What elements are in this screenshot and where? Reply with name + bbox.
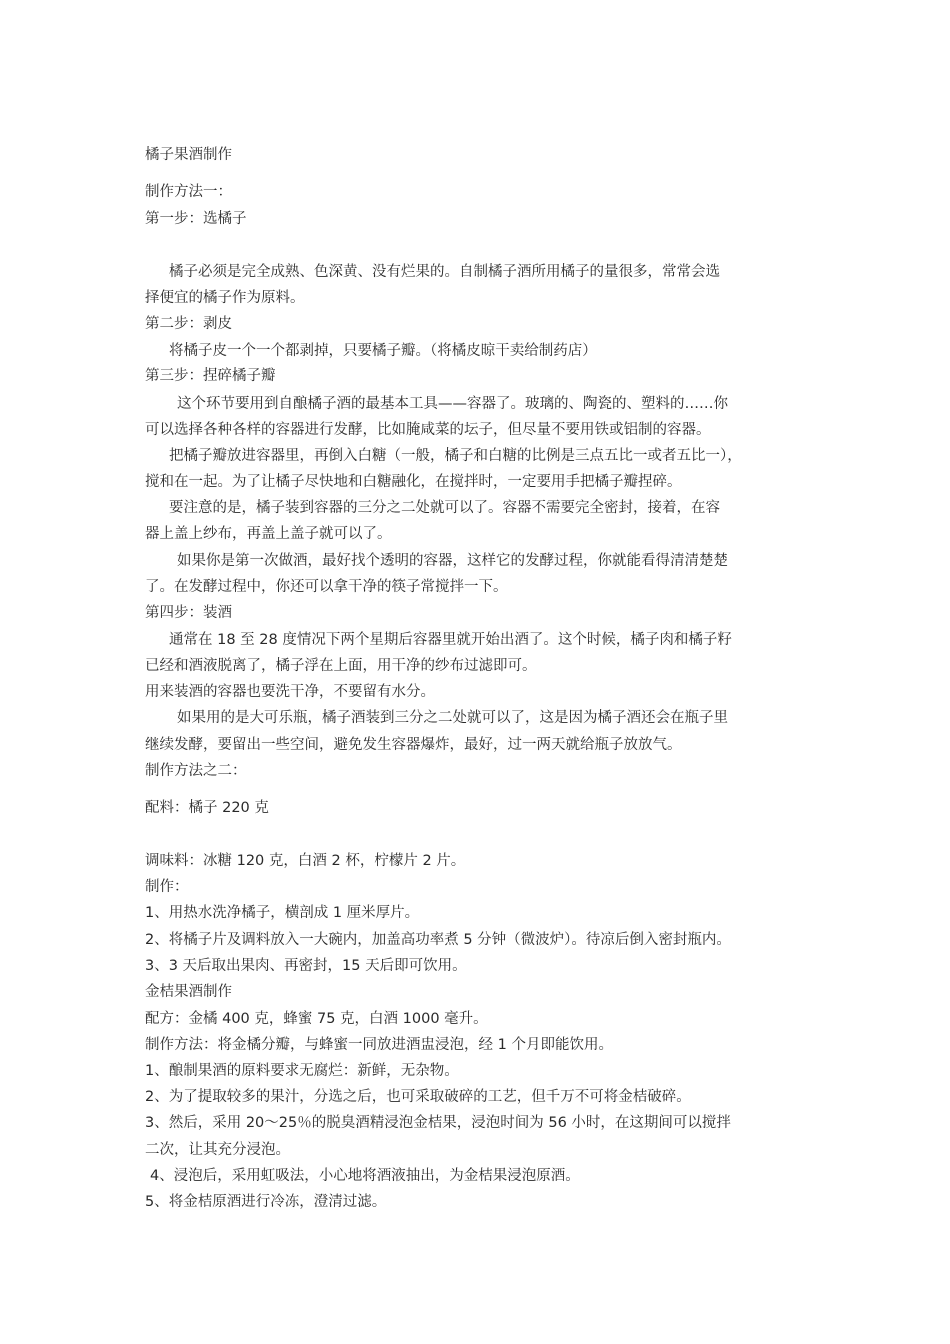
- list-item: 5、将金桔原酒进行冷冻，澄清过滤。: [145, 1194, 387, 1210]
- step-heading-2: 第二步：剥皮: [145, 316, 232, 332]
- paragraph-line: 橘子必须是完全成熟、色深黄、没有烂果的。自制橘子酒所用橘子的量很多，常常会选: [169, 264, 720, 280]
- list-item: 2、为了提取较多的果汁，分选之后，也可采取破碎的工艺，但千万不可将金桔破碎。: [145, 1089, 691, 1105]
- list-item: 1、用热水洗净橘子，横剖成 1 厘米厚片。: [145, 905, 420, 921]
- paragraph-line: 把橘子瓣放进容器里，再倒入白糖（一般，橘子和白糖的比例是三点五比一或者五比一），: [169, 448, 742, 464]
- paragraph-line: 如果你是第一次做酒，最好找个透明的容器，这样它的发酵过程，你就能看得清清楚楚: [177, 553, 728, 569]
- paragraph-line: 器上盖上纱布，再盖上盖子就可以了。: [145, 526, 392, 542]
- seasoning-line: 调味料：冰糖 120 克，白酒 2 杯，柠檬片 2 片。: [145, 853, 466, 869]
- document-title: 橘子果酒制作: [145, 147, 232, 163]
- section-heading-kumquat: 金桔果酒制作: [145, 984, 232, 1000]
- paragraph-line: 如果用的是大可乐瓶，橘子酒装到三分之二处就可以了，这是因为橘子酒还会在瓶子里: [177, 710, 728, 726]
- list-item: 二次，让其充分浸泡。: [145, 1142, 290, 1158]
- paragraph-line: 用来装酒的容器也要洗干净，不要留有水分。: [145, 684, 435, 700]
- list-item: 3、然后，采用 20～25％的脱臭酒精浸泡金桔果，浸泡时间为 56 小时，在这期间可以搅拌: [145, 1115, 731, 1131]
- paragraph-line: 要注意的是，橘子装到容器的三分之二处就可以了。容器不需要完全密封，接着，在容: [169, 500, 720, 516]
- list-item: 3、3 天后取出果肉、再密封，15 天后即可饮用。: [145, 958, 467, 974]
- step-heading-1: 第一步：选橘子: [145, 211, 247, 227]
- procedure-heading: 制作：: [145, 879, 189, 895]
- paragraph-line: 了。在发酵过程中，你还可以拿干净的筷子常搅拌一下。: [145, 579, 508, 595]
- list-item: 1、酿制果酒的原料要求无腐烂：新鲜，无杂物。: [145, 1063, 459, 1079]
- paragraph-line: 这个环节要用到自酿橘子酒的最基本工具——容器了。玻璃的、陶瓷的、塑料的……你: [177, 396, 728, 412]
- step-heading-3: 第三步：捏碎橘子瓣: [145, 368, 276, 384]
- formula-line: 配方：金橘 400 克，蜂蜜 75 克，白酒 1000 毫升。: [145, 1011, 488, 1027]
- step-heading-4: 第四步：装酒: [145, 605, 232, 621]
- paragraph-line: 通常在 18 至 28 度情况下两个星期后容器里就开始出酒了。这个时候，橘子肉和橘子籽: [169, 632, 732, 648]
- section-heading-method-1: 制作方法一：: [145, 184, 232, 200]
- paragraph-line: 择便宜的橘子作为原料。: [145, 290, 305, 306]
- paragraph-line: 可以选择各种各样的容器进行发酵，比如腌咸菜的坛子，但尽量不要用铁或铝制的容器。: [145, 422, 711, 438]
- paragraph-line: 已经和酒液脱离了，橘子浮在上面，用干净的纱布过滤即可。: [145, 658, 537, 674]
- method-line: 制作方法：将金橘分瓣，与蜂蜜一同放进酒盅浸泡，经 1 个月即能饮用。: [145, 1037, 613, 1053]
- paragraph-line: 将橘子皮一个一个都剥掉，只要橘子瓣。（将橘皮晾干卖给制药店）: [169, 343, 597, 359]
- paragraph-line: 继续发酵，要留出一些空间，避免发生容器爆炸，最好，过一两天就给瓶子放放气。: [145, 737, 682, 753]
- section-heading-method-2: 制作方法之二：: [145, 763, 247, 779]
- ingredients-line: 配料：橘子 220 克: [145, 800, 269, 816]
- paragraph-line: 搅和在一起。为了让橘子尽快地和白糖融化，在搅拌时，一定要用手把橘子瓣捏碎。: [145, 474, 682, 490]
- list-item: 2、将橘子片及调料放入一大碗内，加盖高功率煮 5 分钟（微波炉）。待凉后倒入密封瓶内。: [145, 932, 731, 948]
- list-item: 4、浸泡后，采用虹吸法，小心地将酒液抽出，为金桔果浸泡原酒。: [150, 1168, 580, 1184]
